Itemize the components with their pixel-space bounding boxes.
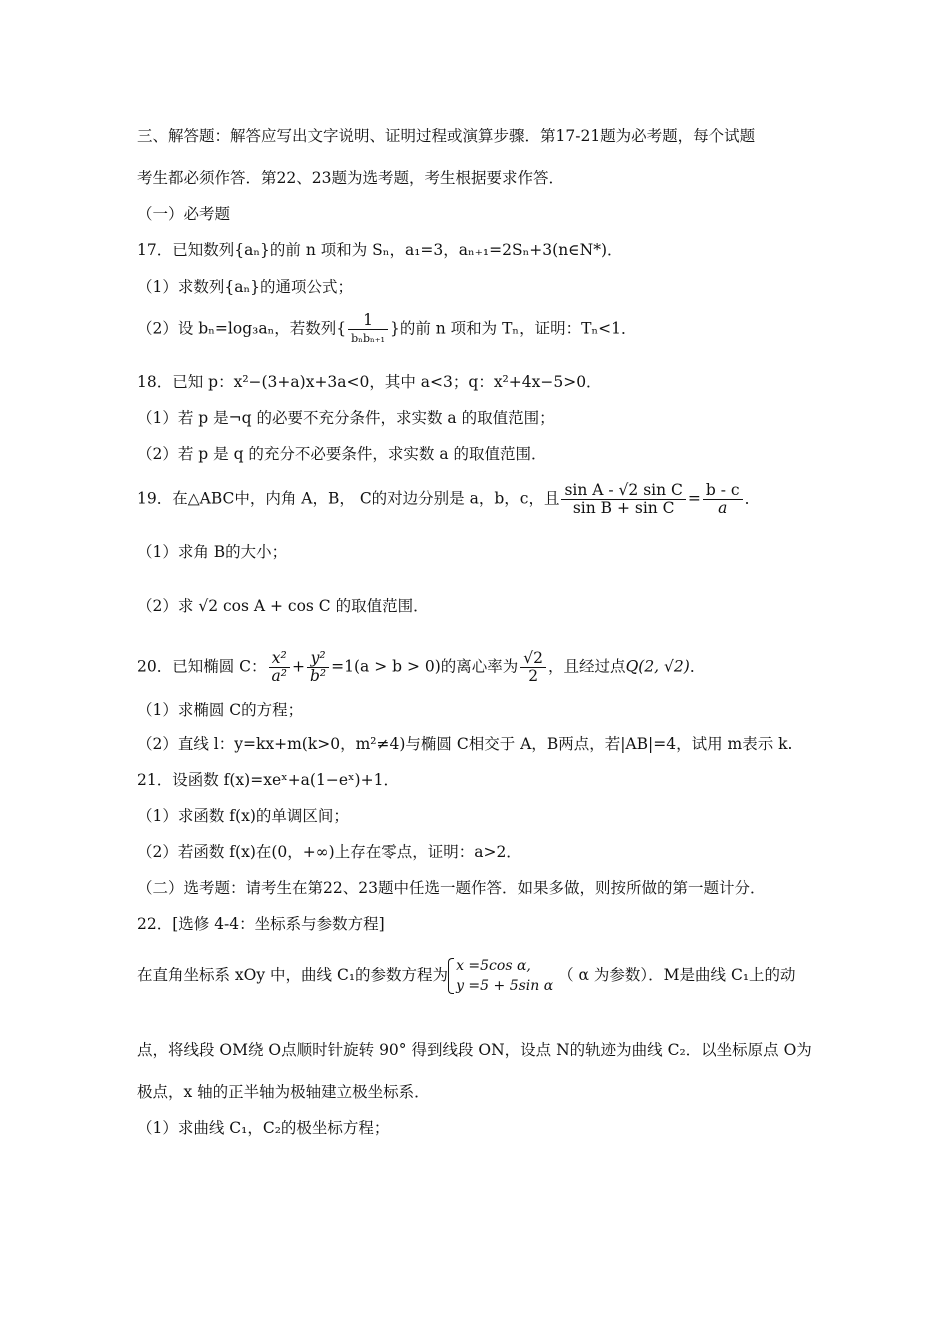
q17-frac-num: 1 [348,312,388,330]
q17-frac-den: bₙbₙ₊₁ [351,332,385,345]
q22-post: （ α 为参数）．M是曲线 C₁上的动 [553,966,796,984]
q19-stem-pre: 19．在△ABC中，内角 A，B， C的对边分别是 a，b，c，且 [137,489,560,508]
q21-part1: （1）求函数 f(x)的单调区间； [137,807,349,825]
q22-title: 22．[选修 4-4：坐标系与参数方程] [137,915,385,933]
q20-frac-y [307,650,329,685]
q17-stem: 17．已知数列{aₙ}的前 n 项和为 Sₙ，a₁=3，aₙ₊₁=2Sₙ+3(n∈N*)． [137,241,623,259]
q20-f3-den: 2 [528,667,539,685]
q18-part2: （2）若 p 是 q 的充分不必要条件，求实数 a 的取值范围． [137,445,547,463]
q20-f2-den: b² [309,667,327,685]
q22-part1: （1）求曲线 C₁，C₂的极坐标方程； [137,1119,390,1137]
q19-frac2-den: a [718,499,728,517]
q19-frac1-num: sin A - √2 sin C [561,482,685,500]
q20-eccentricity [520,650,546,685]
q22-line3: 极点，x 轴的正半轴为极轴建立极坐标系． [137,1083,430,1101]
q20-mid: 的离心率为 [440,657,519,676]
q21-part2: （2）若函数 f(x)在(0，+∞)上存在零点，证明：a>2． [137,843,522,861]
q19-stem-end: ． [744,489,761,508]
q20-f1-den: a² [271,667,287,685]
q22-line2: 点，将线段 OM绕 O点顺时针旋转 90° 得到线段 ON，设点 N的轨迹为曲线 C₂．以坐标原点 O为 [137,1041,812,1059]
q19-equals: = [687,489,701,508]
section-header-line2: 考生都必须作答．第22、23题为选考题，考生根据要求作答． [137,169,564,187]
elective-header: （二）选考题：请考生在第22、23题中任选一题作答．如果多做，则按所做的第一题计分． [137,879,766,897]
q19-fraction-right [703,482,743,517]
q20-condition: =1(a > b > 0) [331,657,441,676]
q20-post: ，且经过点 [548,657,626,676]
q19-frac1-den: sin B + sin C [572,499,675,517]
q19-part2-post: 的取值范围． [335,597,429,615]
required-heading: （一）必考题 [137,205,231,223]
q19-part1: （1）求角 B的大小； [137,543,288,561]
q20-plus: + [291,657,305,676]
q22-eq2: y =5 + 5sin α [456,978,554,994]
q20-stem [137,650,705,685]
q18-stem: 18．已知 p：x²−(3+a)x+3a<0，其中 a<3；q：x²+4x−5>0． [137,373,602,391]
q20-f3-num: √2 [520,650,546,668]
q19-stem [137,482,760,517]
q18-part1: （1）若 p 是¬q 的必要不充分条件，求实数 a 的取值范围； [137,409,555,427]
q19-part2 [137,578,429,616]
q17-fraction [348,312,388,347]
q20-point: Q(2, √2) [625,657,690,676]
q22-parametric-system [448,956,553,996]
q20-stem-pre: 20．已知椭圆 C： [137,657,267,676]
section-header-line1: 三、解答题：解答应写出文字说明、证明过程或演算步骤．第17-21题为必考题，每个试题 [137,127,756,145]
q20-part2: （2）直线 l：y=kx+m(k>0，m²≠4)与椭圆 C相交于 A，B两点，若|AB|=4，试用 m表示 k. [137,735,793,753]
q17-part2-post: }的前 n 项和为 Tₙ，证明：Tₙ<1． [389,319,637,338]
q20-end: ． [689,657,706,676]
q19-part2-expr: √2 cos A + cos C [198,597,331,615]
q19-fraction-left [561,482,685,517]
q20-f1-num: x² [269,650,290,668]
q17-part2 [137,312,637,347]
q22-stem [137,956,796,996]
q17-part1: （1）求数列{aₙ}的通项公式； [137,278,354,296]
q20-f2-num: y² [307,650,329,668]
q20-part1: （1）求椭圆 C的方程； [137,701,304,719]
q17-part2-pre: （2）设 bₙ=log₃aₙ，若数列{ [137,319,347,338]
q21-stem: 21．设函数 f(x)=xeˣ+a(1−eˣ)+1． [137,771,399,789]
q19-frac2-num: b - c [703,482,743,500]
q22-eq1: x =5cos α, [456,958,531,974]
q19-part2-pre: （2）求 [137,597,194,615]
q22-pre: 在直角坐标系 xOy 中，曲线 C₁的参数方程为 [137,966,449,984]
q20-frac-x [269,650,290,685]
